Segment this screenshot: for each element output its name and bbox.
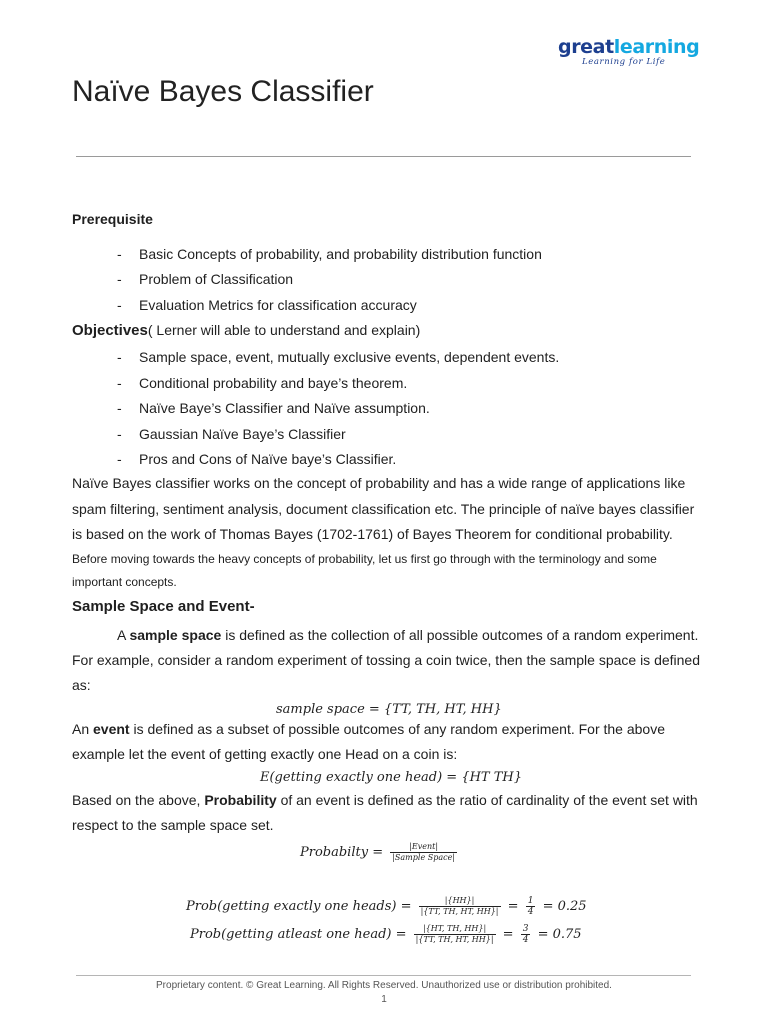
- intro-small-line: important concepts.: [72, 575, 177, 589]
- title-divider: [76, 156, 691, 157]
- atleast-one-head-equation: Prob(getting atleast one head) = $\frac{|\{HT, TH, HH\}|}{|\{TT, TH, HT, HH\}|}$ = $\frac{3}{4}$ = 0.75: [190, 924, 582, 945]
- document-title: Naïve Bayes Classifier: [72, 75, 374, 108]
- intro-line: spam filtering, sentiment analysis, document classification etc. The principle of naïve bayes classifier: [72, 501, 695, 517]
- objective-item-text: Naïve Baye’s Classifier and Naïve assumption.: [139, 400, 430, 416]
- prerequisite-item: - Evaluation Metrics for classification accuracy: [117, 297, 417, 313]
- sample-space-equation: sample space = {TT, TH, HT, HH}: [276, 702, 502, 717]
- event-paragraph-line: example let the event of getting exactly one Head on a coin is:: [72, 746, 458, 762]
- term-sample-space: sample space: [129, 627, 222, 643]
- footer-divider: [76, 975, 691, 976]
- page-number: 1: [381, 994, 387, 1005]
- term-event: event: [93, 721, 130, 737]
- exactly-one-head-equation: Prob(getting exactly one heads) = $\frac{|\{HH\}|}{|\{TT, TH, HT, HH\}|}$ = $\frac{1}{4}$ = 0.25: [186, 896, 587, 917]
- sample-space-paragraph-line: For example, consider a random experiment of tossing a coin twice, then the sample space is defined: [72, 652, 700, 668]
- prerequisite-item: - Basic Concepts of probability, and probability distribution function: [117, 246, 542, 262]
- sample-space-paragraph-line: as:: [72, 677, 91, 693]
- logo-tagline: Learning for Life: [582, 57, 666, 67]
- prerequisite-heading: Prerequisite: [72, 211, 153, 227]
- greatlearning-logo: [558, 37, 698, 67]
- sample-space-paragraph-line: A sample space is defined as the collection of all possible outcomes of a random experiment.: [117, 627, 699, 643]
- objective-item: - Conditional probability and baye’s theorem.: [117, 375, 408, 391]
- objective-item: - Naïve Baye’s Classifier and Naïve assumption.: [117, 400, 430, 416]
- objective-item-text: Conditional probability and baye’s theorem.: [139, 375, 408, 391]
- objectives-subheading: ( Lerner will able to understand and explain): [147, 322, 421, 338]
- objectives-heading-line: [72, 321, 420, 340]
- objective-item: - Sample space, event, mutually exclusive events, dependent events.: [117, 349, 560, 365]
- probability-definition-equation: Probabilty = $\frac{\text{|Event|}}{\text{|Sample Space|}}$: [300, 842, 456, 862]
- objectives-heading: Objectives: [72, 322, 148, 339]
- prerequisite-item-text: Problem of Classification: [139, 271, 294, 287]
- event-equation: E(getting exactly one head) = {HT TH}: [260, 770, 523, 785]
- event-paragraph-line: An event is defined as a subset of possible outcomes of any random experiment. For the above: [72, 721, 666, 737]
- term-probability: Probability: [204, 792, 277, 808]
- intro-line: is based on the work of Thomas Bayes (1702-1761) of Bayes Theorem for conditional probability.: [72, 526, 673, 542]
- objective-item-text: Gaussian Naïve Baye’s Classifier: [139, 426, 346, 442]
- prerequisite-item: - Problem of Classification: [117, 271, 294, 287]
- objective-item: - Pros and Cons of Naïve baye’s Classifier.: [117, 451, 397, 467]
- logo-wordmark: [558, 37, 698, 57]
- objective-item: - Gaussian Naïve Baye’s Classifier: [117, 426, 346, 442]
- probability-paragraph-line: respect to the sample space set.: [72, 817, 274, 833]
- logo-word-great: great: [558, 36, 614, 58]
- logo-word-learning: learning: [613, 36, 700, 58]
- objective-item-text: Pros and Cons of Naïve baye’s Classifier.: [139, 451, 397, 467]
- prerequisite-item-text: Basic Concepts of probability, and probability distribution function: [139, 246, 542, 262]
- footer-copyright: Proprietary content. © Great Learning. All Rights Reserved. Unauthorized use or distribution prohibited.: [156, 980, 612, 991]
- probability-fraction: $\frac{\text{|Event|}}{\text{|Sample Space|}}$: [392, 842, 456, 862]
- intro-line: Naïve Bayes classifier works on the concept of probability and has a wide range of applications like: [72, 475, 686, 491]
- objective-item-text: Sample space, event, mutually exclusive events, dependent events.: [139, 349, 560, 365]
- probability-paragraph-line: Based on the above, Probability of an event is defined as the ratio of cardinality of the event set with: [72, 792, 698, 808]
- sample-space-heading: Sample Space and Event-: [72, 598, 255, 615]
- prerequisite-item-text: Evaluation Metrics for classification accuracy: [139, 297, 417, 313]
- intro-small-line: Before moving towards the heavy concepts of probability, let us first go through with the terminology and some: [72, 552, 657, 566]
